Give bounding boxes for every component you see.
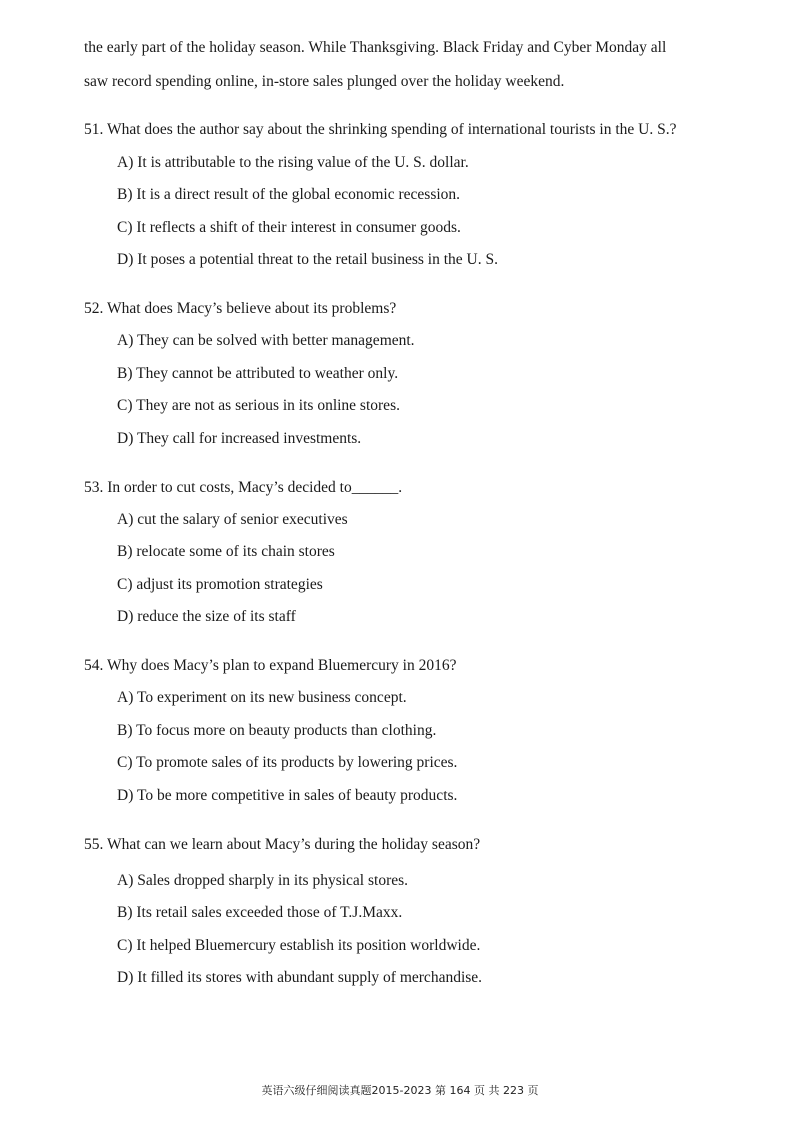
option-b: B) To focus more on beauty products than clothing. (117, 722, 437, 739)
option-c: C) It reflects a shift of their interest in consumer goods. (117, 219, 461, 236)
option-c: C) It helped Bluemercury establish its position worldwide. (117, 937, 481, 954)
option-d: D) They call for increased investments. (117, 430, 362, 447)
question-stem: 52. What does Macy’s believe about its problems? (84, 300, 397, 317)
option-a: A) It is attributable to the rising value of the U. S. dollar. (117, 154, 469, 171)
passage-line: saw record spending online, in-store sales plunged over the holiday weekend. (84, 73, 565, 90)
passage-line: the early part of the holiday season. While Thanksgiving. Black Friday and Cyber Monday all (84, 39, 667, 56)
question-stem: 51. What does the author say about the shrinking spending of international tourists in the U. S.? (84, 121, 677, 138)
option-d: D) reduce the size of its staff (117, 608, 296, 625)
option-a: A) They can be solved with better management. (117, 332, 415, 349)
option-d: D) To be more competitive in sales of beauty products. (117, 787, 458, 804)
option-b: B) It is a direct result of the global economic recession. (117, 186, 461, 203)
option-c: C) They are not as serious in its online stores. (117, 397, 400, 414)
option-b: B) relocate some of its chain stores (117, 543, 335, 560)
option-a: A) To experiment on its new business concept. (117, 689, 407, 706)
option-d: D) It filled its stores with abundant supply of merchandise. (117, 969, 483, 986)
option-b: B) They cannot be attributed to weather only. (117, 365, 399, 382)
question-stem: 54. Why does Macy’s plan to expand Bluemercury in 2016? (84, 657, 457, 674)
question-stem: 53. In order to cut costs, Macy’s decided to______. (84, 479, 403, 496)
option-a: A) Sales dropped sharply in its physical stores. (117, 872, 409, 889)
question-stem: 55. What can we learn about Macy’s during the holiday season? (84, 836, 481, 853)
option-d: D) It poses a potential threat to the retail business in the U. S. (117, 251, 498, 268)
option-b: B) Its retail sales exceeded those of T.J.Maxx. (117, 904, 403, 921)
option-a: A) cut the salary of senior executives (117, 511, 348, 528)
option-c: C) adjust its promotion strategies (117, 576, 323, 593)
option-c: C) To promote sales of its products by lowering prices. (117, 754, 458, 771)
page-footer: 英语六级仔细阅读真题2015-2023 第 164 页 共 223 页 (261, 1084, 539, 1097)
